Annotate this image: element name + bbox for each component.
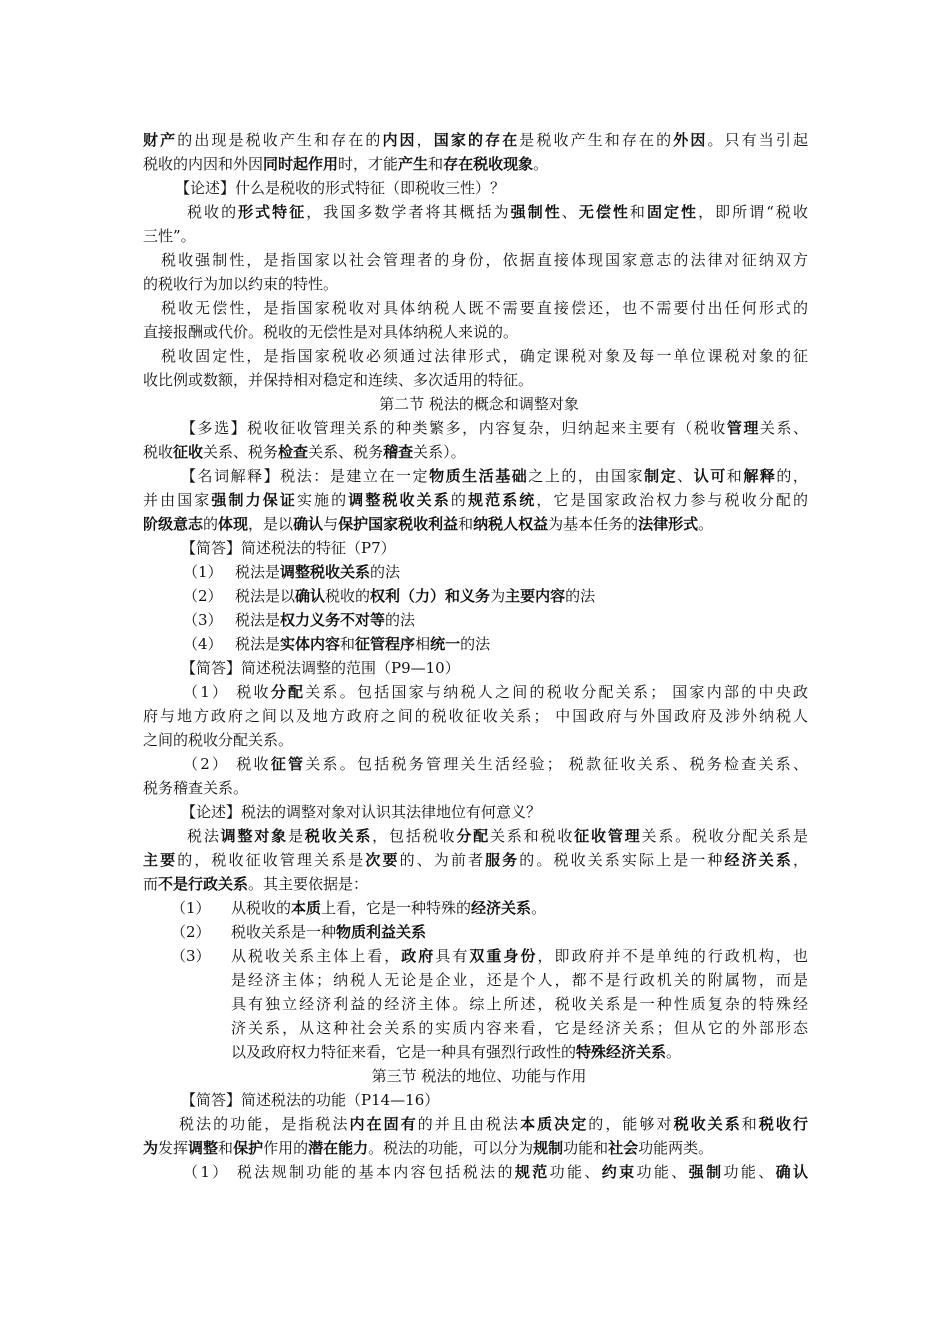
- bold-term: 约束: [601, 1163, 637, 1181]
- bold-term: 税收关系: [304, 827, 373, 845]
- bold-term: 统一: [430, 635, 461, 653]
- text-run: 功能、: [549, 1163, 602, 1181]
- text-run: （1）: [183, 1163, 230, 1181]
- bold-term: 经济关系: [724, 851, 793, 869]
- text-run: 关系。税收分配关系是: [641, 827, 808, 845]
- bold-term: 实体内容: [280, 635, 341, 653]
- bold-term: 财产: [143, 131, 178, 149]
- bold-term: 主要内容: [505, 587, 566, 605]
- feature-number: （3）: [183, 611, 223, 629]
- bold-term: 阶级意志: [143, 515, 204, 533]
- text-run: 和: [726, 467, 744, 485]
- bold-term: 政府: [401, 947, 436, 965]
- text-run: 关系。包括税务管理关生活经验； 税款征收关系、税务检查关系、: [305, 755, 808, 773]
- reason-item: [171, 944, 231, 968]
- question-functions: 【简答】简述税法的功能（P14—16）: [181, 1091, 440, 1109]
- text-run: 是: [288, 827, 305, 845]
- bold-term: 强制: [688, 1163, 724, 1181]
- text-run: 税收: [143, 443, 174, 461]
- reason-item: [171, 920, 426, 944]
- functions-line-3: [183, 1160, 808, 1184]
- text-run: 。其主要依据是：: [248, 875, 369, 893]
- text-run: 从税收关系主体上看，: [231, 947, 402, 965]
- reason-3-line-4: 济关系，从这种社会关系的实质内容来看，它是经济关系；但从它的外部形态: [231, 1019, 808, 1037]
- text-run: 关系、: [759, 419, 808, 437]
- gratuitous-line-2: 直接报酬或代价。税收的无偿性是对具体纳税人来说的。: [143, 323, 519, 341]
- text-run: 关系和税收: [490, 827, 575, 845]
- bold-term: 权利（力）和义务: [370, 587, 491, 605]
- text-run: 税收: [229, 683, 271, 701]
- bold-term: 税收关系: [673, 1115, 742, 1133]
- term-line-2: [143, 488, 808, 512]
- bold-term: 征管程序: [355, 635, 416, 653]
- bold-term: 稽查: [383, 443, 414, 461]
- text-run: 作用的: [263, 1139, 309, 1157]
- text-run: 与: [323, 515, 339, 533]
- text-run: 和: [428, 155, 444, 173]
- significance-line-1: [187, 824, 808, 848]
- bold-term: 解释: [743, 467, 777, 485]
- text-run: 并由国家: [143, 491, 212, 509]
- text-run: 。: [698, 515, 714, 533]
- text-run: 发挥: [158, 1139, 189, 1157]
- bold-term: 双重身份: [469, 947, 538, 965]
- text-run: 和: [458, 515, 474, 533]
- scope-1-line-1: [183, 680, 808, 704]
- text-run: ，: [792, 851, 808, 869]
- text-run: 的: [450, 491, 468, 509]
- text-run: 的、为前者: [399, 851, 486, 869]
- fixed-line-1: 税收固定性，是指国家税收必须通过法律形式，确定课税对象及每一单位课税对象的征: [161, 347, 808, 365]
- bold-term: 分配: [270, 683, 306, 701]
- text-run: 税法是: [235, 563, 281, 581]
- feature-text: [235, 563, 400, 581]
- reason-3-line-3: 具有独立经济利益的经济主体。综上所述，税收关系是一种性质复杂的特殊经: [231, 995, 808, 1013]
- scope-1-line-3: 之间的税收分配关系。: [143, 731, 294, 749]
- bold-term: 不是行政关系: [158, 875, 249, 893]
- text-run: ，是以: [248, 515, 294, 533]
- bold-term: 保护: [233, 1139, 264, 1157]
- reason-3-line-2: 是经济主体；纳税人无论是企业，还是个人，都不是行政机关的附属物，而是: [231, 971, 808, 989]
- text-run: 的，税收征收管理关系是: [177, 851, 366, 869]
- text-run: 以及政府权力特征来看，它是一种具有强烈行政性的: [231, 1043, 577, 1061]
- bold-term: 体现: [218, 515, 249, 533]
- bold-term: 保护国家税收利益: [338, 515, 459, 533]
- text-run: ，包括税收: [372, 827, 457, 845]
- bold-term: 权力义务不对等: [280, 611, 386, 629]
- bold-term: 潜在能力: [308, 1139, 369, 1157]
- reason-number: （3）: [171, 947, 211, 965]
- bold-term: 征收管理: [574, 827, 642, 845]
- text-run: 关系）。: [413, 443, 466, 461]
- bold-term: 外因: [673, 131, 708, 149]
- bold-term: 调整对象: [220, 827, 288, 845]
- text-run: 。: [531, 899, 547, 917]
- text-run: 功能、: [723, 1163, 776, 1181]
- bold-term: 内在固有: [349, 1115, 418, 1133]
- significance-line-3: [143, 872, 368, 896]
- text-run: 税法是以: [235, 587, 296, 605]
- text-run: 、: [677, 467, 694, 485]
- bold-term: 特殊经济关系: [576, 1043, 667, 1061]
- text-run: 和: [741, 1115, 759, 1133]
- text-run: 税法的功能，是指税法: [179, 1115, 350, 1133]
- scope-1-line-2: 府与地方政府之间以及地方政府之间的税收征收关系； 中国政府与外国政府及涉外纳税人: [143, 707, 808, 725]
- text-run: ，即所谓“税收: [698, 203, 808, 221]
- text-run: 是税收产生和存在的: [519, 131, 674, 149]
- text-run: 从税收的: [231, 899, 292, 917]
- text-run: 。税法的功能，可以分为: [368, 1139, 534, 1157]
- bold-term: 规范: [514, 1163, 550, 1181]
- feature-number: （2）: [183, 587, 223, 605]
- text-run: 税收的: [187, 203, 239, 221]
- text-run: 上看，它是一种特殊的: [321, 899, 472, 917]
- bold-term: 征收: [173, 443, 204, 461]
- bold-term: 形式特征: [238, 203, 307, 221]
- text-run: 关系、税务: [308, 443, 384, 461]
- bold-term: 强制性: [510, 203, 562, 221]
- bold-term: 规范系统: [467, 491, 537, 509]
- question-significance: 【论述】税法的调整对象对认识其法律地位有何意义？: [181, 803, 542, 821]
- bold-term: 调整: [188, 1139, 219, 1157]
- text-run: 的，能够对: [588, 1115, 674, 1133]
- text-run: 关系。包括国家与纳税人之间的税收分配关系； 国家内部的中央政: [305, 683, 808, 701]
- bold-term: 经济关系: [471, 899, 532, 917]
- text-run: 和: [218, 1139, 234, 1157]
- feature-item: [183, 608, 415, 632]
- bold-term: 检查: [278, 443, 309, 461]
- text-run: 税法是: [235, 611, 281, 629]
- section-2-title: 第二节 税法的概念和调整对象: [379, 395, 579, 413]
- feature-item: [183, 560, 400, 584]
- text-run: 税法规制功能的基本内容包括税法的: [229, 1163, 515, 1181]
- feature-number: （1）: [183, 563, 223, 581]
- text-run: 为基本任务的: [548, 515, 639, 533]
- bold-term: 产生: [398, 155, 429, 173]
- text-run: （1）: [183, 683, 230, 701]
- bold-term: 确认: [293, 515, 324, 533]
- bold-term: 无偿性: [578, 203, 630, 221]
- text-run: ，它是国家政治权力参与税收分配的: [536, 491, 808, 509]
- text-run: 之上的，由国家: [528, 467, 645, 485]
- text-run: 的并且由税法: [417, 1115, 521, 1133]
- text-run: 税收的内因和外因: [143, 155, 264, 173]
- bold-term: 确认: [295, 587, 326, 605]
- bold-term: 国家的存在: [433, 131, 520, 149]
- text-run: 的法: [385, 611, 416, 629]
- bold-term: 物质利益关系: [336, 923, 427, 941]
- term-line-3: [143, 512, 713, 536]
- bold-term: 存在税收现象: [443, 155, 534, 173]
- bold-term: 确认: [775, 1163, 808, 1181]
- reason-number: （1）: [171, 899, 211, 917]
- bold-term: 法律形式: [638, 515, 699, 533]
- text-run: 而: [143, 875, 159, 893]
- scope-2-line-2: 税务稽查关系。: [143, 779, 249, 797]
- feature-text: [235, 611, 415, 629]
- text-run: 税法: [187, 827, 221, 845]
- reason-text: [231, 899, 546, 917]
- bold-term: 分配: [456, 827, 490, 845]
- text-run: 【名词解释】税法：是建立在一定: [181, 467, 430, 485]
- feature-item: [183, 632, 490, 656]
- text-run: 的: [203, 515, 219, 533]
- reason-3-line-1: [231, 944, 808, 968]
- bold-term: 内因: [382, 131, 417, 149]
- cause-line-2: [143, 152, 548, 176]
- functions-line-2: [143, 1136, 713, 1160]
- bold-term: 调整税收关系: [280, 563, 371, 581]
- question-features: 【简答】简述税法的特征（P7）: [181, 539, 396, 557]
- text-run: 的，: [776, 467, 808, 485]
- text-run: 的法: [460, 635, 491, 653]
- text-run: 功能和: [563, 1139, 609, 1157]
- text-run: 时，才能: [338, 155, 399, 173]
- text-run: 和: [629, 203, 647, 221]
- bold-term: 次要: [365, 851, 400, 869]
- multi-line-1: [181, 416, 808, 440]
- feature-item: [183, 584, 595, 608]
- fixed-line-2: 收比例或数额，并保持相对稳定和连续、多次适用的特征。: [143, 371, 534, 389]
- reason-number: （2）: [171, 923, 211, 941]
- bold-term: 为: [143, 1139, 159, 1157]
- question-scope: 【简答】简述税法调整的范围（P9—10）: [181, 659, 460, 677]
- section-3-title: 第三节 税法的地位、功能与作用: [371, 1067, 587, 1085]
- bold-term: 社会: [608, 1139, 639, 1157]
- gratuitous-line-1: 税收无偿性，是指国家税收对具体纳税人既不需要直接偿还，也不需要付出任何形式的: [161, 299, 808, 317]
- bold-term: 制定: [644, 467, 678, 485]
- cause-line-1: [143, 128, 808, 152]
- text-run: 税收: [229, 755, 271, 773]
- text-run: ，我国多数学者将其概括为: [306, 203, 511, 221]
- significance-line-2: [143, 848, 808, 872]
- feature-text: [235, 635, 490, 653]
- text-run: 的法: [565, 587, 596, 605]
- multi-line-2: [143, 440, 466, 464]
- bold-term: 同时起作用: [263, 155, 339, 173]
- bold-term: 规制: [533, 1139, 564, 1157]
- functions-line-1: [179, 1112, 808, 1136]
- bold-term: 管理: [726, 419, 760, 437]
- compulsory-line-1: 税收强制性，是指国家以社会管理者的身份，依据直接体现国家意志的法律对征纳双方: [161, 251, 808, 269]
- reason-text: [231, 923, 426, 941]
- term-line-1: [181, 464, 808, 488]
- bold-term: 强制力保证: [211, 491, 297, 509]
- text-run: 税收的: [325, 587, 371, 605]
- text-run: 、: [561, 203, 579, 221]
- text-run: 税法是: [235, 635, 281, 653]
- compulsory-line-2: 的税收行为加以约束的特性。: [143, 275, 339, 293]
- text-run: 具有: [435, 947, 470, 965]
- feature-number: （4）: [183, 635, 223, 653]
- text-run: 的法: [370, 563, 401, 581]
- text-run: 税收关系是一种: [231, 923, 337, 941]
- feature-text: [235, 587, 595, 605]
- forms-line-1: [187, 200, 808, 224]
- reason-3-line-5: [231, 1040, 681, 1064]
- bold-term: 物质生活基础: [429, 467, 529, 485]
- text-run: 关系、税务: [203, 443, 279, 461]
- text-run: 功能、: [636, 1163, 689, 1181]
- bold-term: 税收行: [758, 1115, 808, 1133]
- text-run: 【多选】税收征收管理关系的种类繁多，内容复杂，归纳起来主要有（税收: [181, 419, 727, 437]
- text-run: 实施的: [296, 491, 349, 509]
- bold-term: 本质: [291, 899, 322, 917]
- text-run: ，: [416, 131, 434, 149]
- question-forms: 【论述】什么是税收的形式特征（即税收三性）？: [175, 179, 506, 197]
- bold-term: 认可: [693, 467, 727, 485]
- text-run: 功能两类。: [638, 1139, 714, 1157]
- bold-term: 服务: [485, 851, 520, 869]
- bold-term: 固定性: [646, 203, 699, 221]
- text-run: 。只有当引起: [707, 131, 808, 149]
- text-run: 相: [415, 635, 431, 653]
- reason-item: [171, 896, 546, 920]
- text-run: ，即政府并不是单纯的行政机构，也: [537, 947, 808, 965]
- bold-term: 征管: [270, 755, 306, 773]
- text-run: （2）: [183, 755, 230, 773]
- text-run: 和: [340, 635, 356, 653]
- text-run: 。: [666, 1043, 682, 1061]
- bold-term: 纳税人权益: [473, 515, 549, 533]
- bold-term: 调整税收关系: [348, 491, 451, 509]
- bold-term: 本质决定: [520, 1115, 589, 1133]
- text-run: 的。税收关系实际上是一种: [519, 851, 725, 869]
- text-run: 的出现是税收产生和存在的: [177, 131, 383, 149]
- text-run: 。: [533, 155, 549, 173]
- forms-line-2: 三性”。: [143, 227, 196, 245]
- bold-term: 主要: [143, 851, 178, 869]
- text-run: 为: [490, 587, 506, 605]
- scope-2-line-1: [183, 752, 808, 776]
